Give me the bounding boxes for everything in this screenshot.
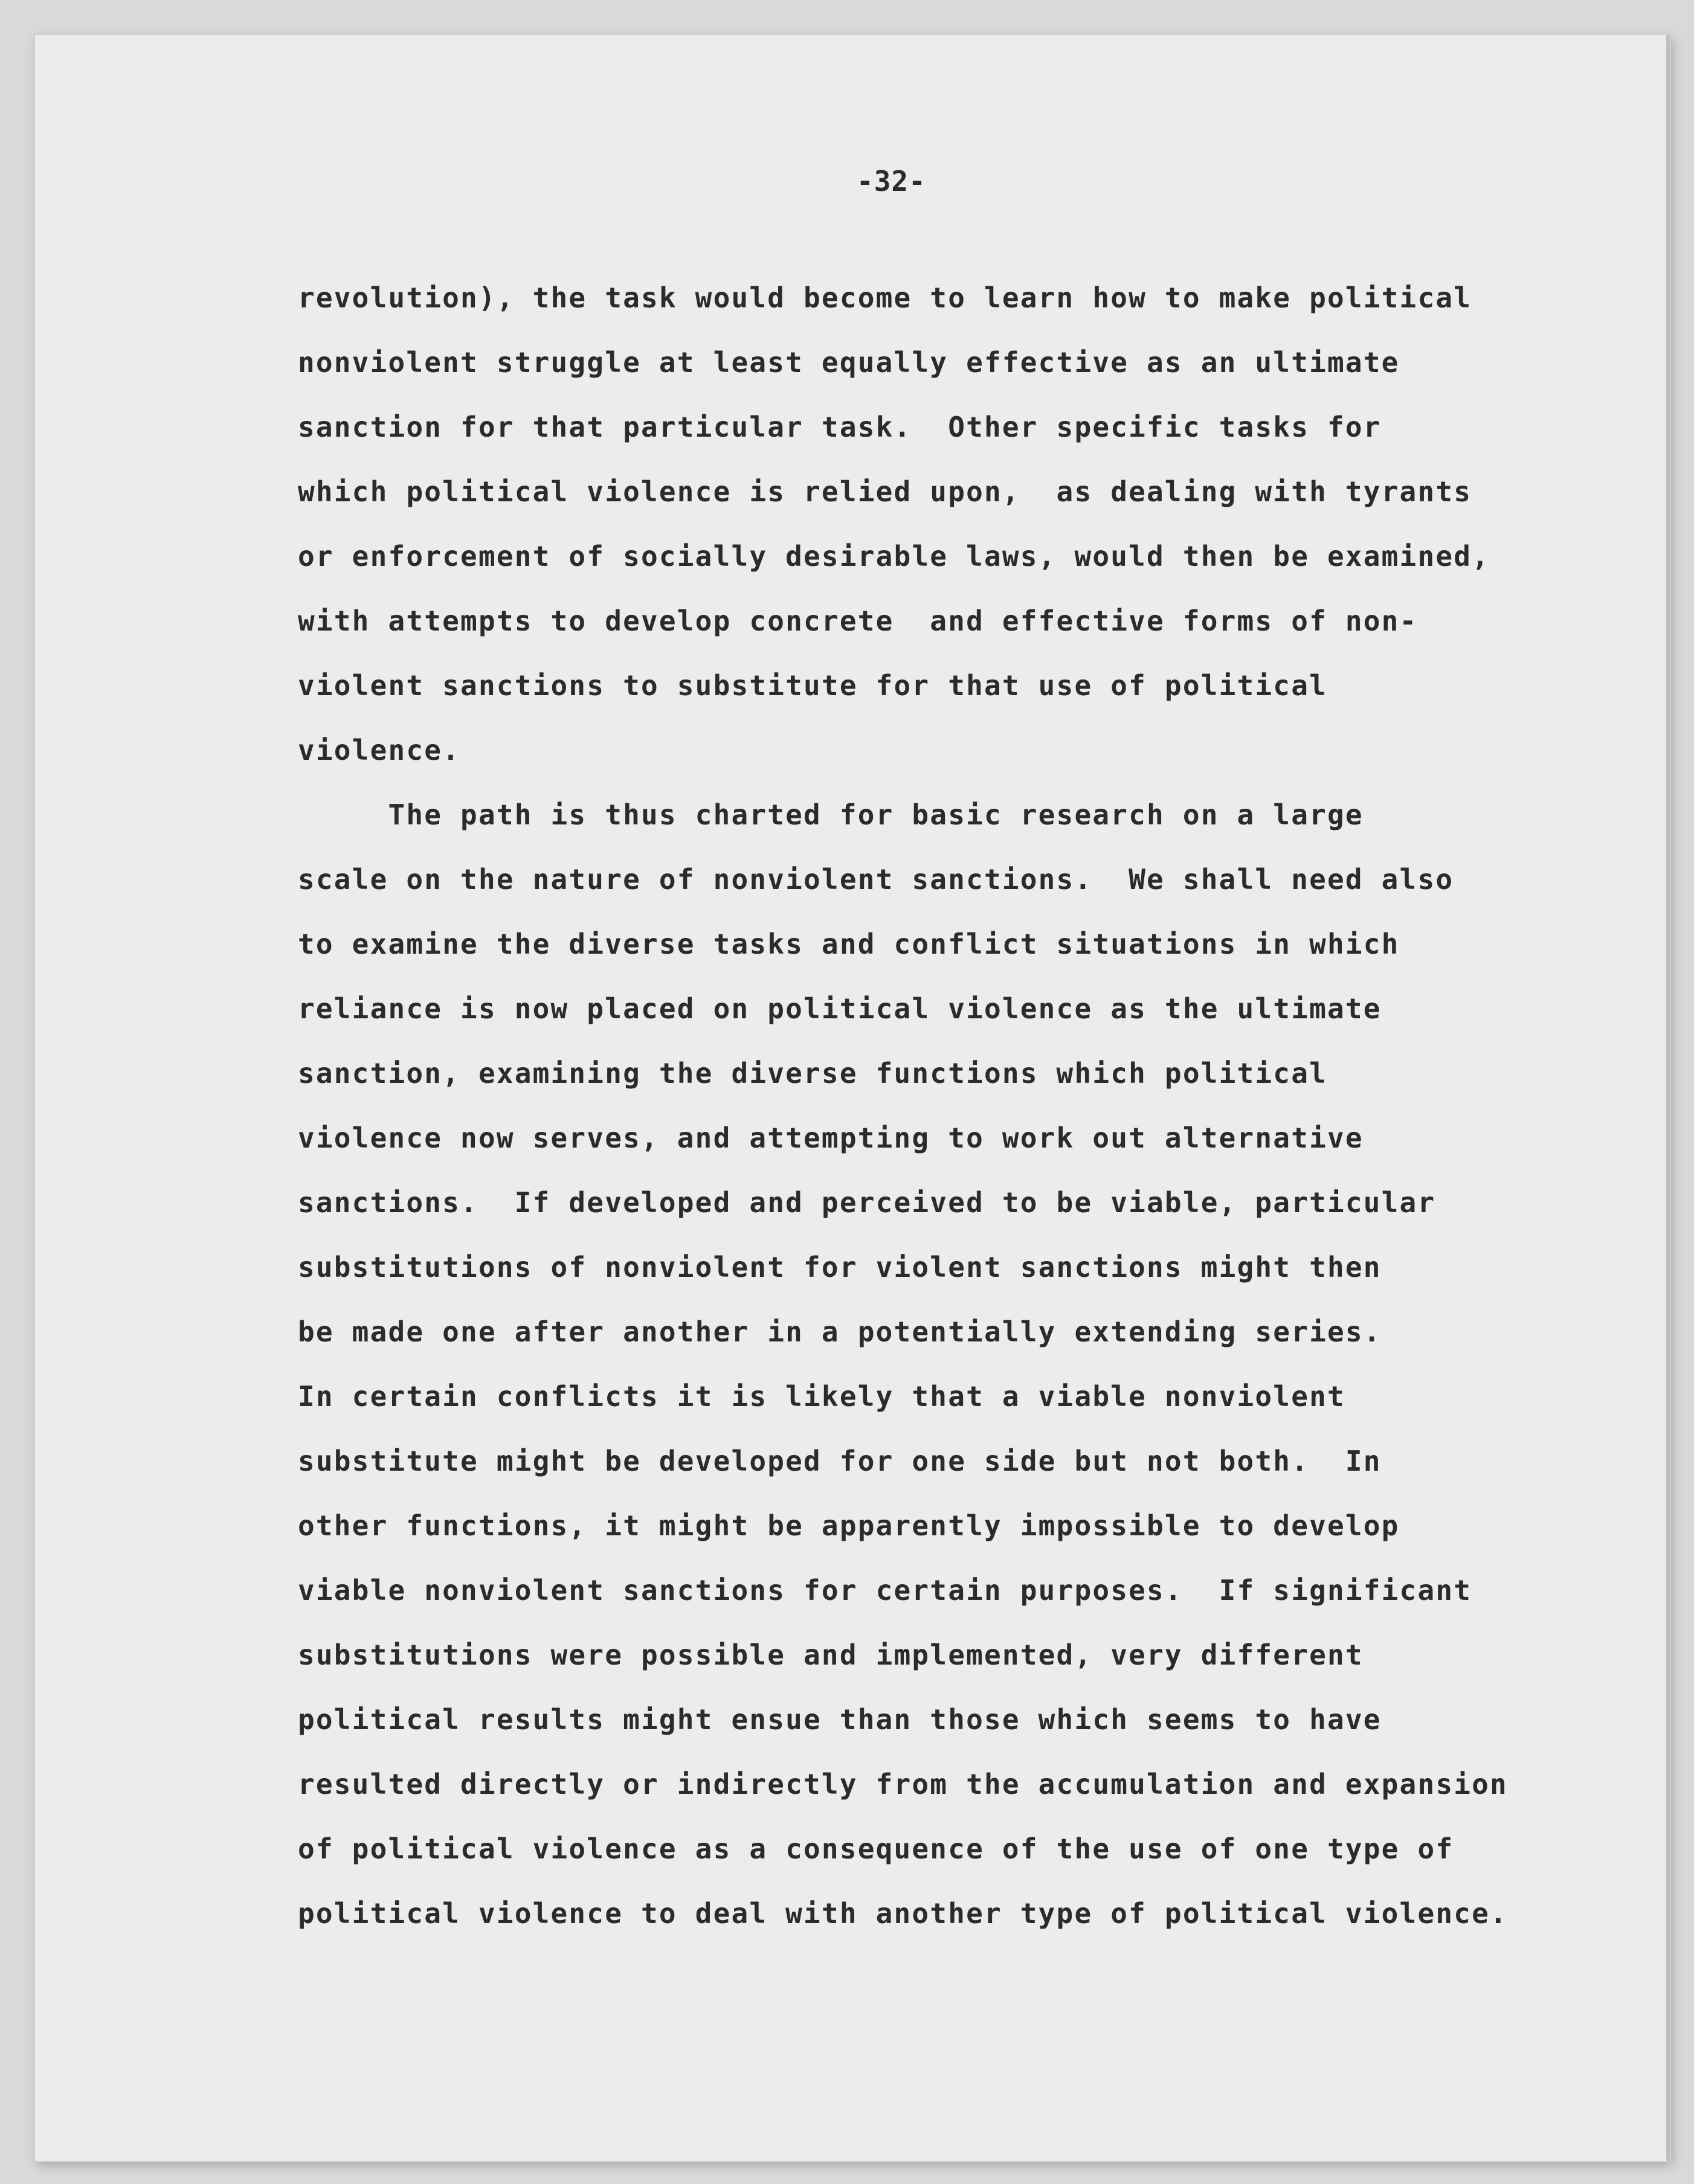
text-line: The path is thus charted for basic research on a large <box>298 798 1364 831</box>
text-line: substitute might be developed for one side but not both. In <box>298 1445 1382 1477</box>
text-line: political violence to deal with another type of political violence. <box>298 1897 1508 1930</box>
text-line: of political violence as a consequence of the use of one type of <box>298 1832 1454 1865</box>
text-line: be made one after another in a potentially extending series. <box>298 1315 1382 1348</box>
text-line: reliance is now placed on political violence as the ultimate <box>298 992 1382 1025</box>
text-line: violence. <box>298 734 461 766</box>
text-line: violent sanctions to substitute for that use of political <box>298 669 1327 702</box>
text-line: which political violence is relied upon, as dealing with tyrants <box>298 475 1472 508</box>
text-line: sanction, examining the diverse functions which political <box>298 1057 1327 1090</box>
text-line: nonviolent struggle at least equally effective as an ultimate <box>298 346 1400 379</box>
text-line: resulted directly or indirectly from the accumulation and expansion <box>298 1768 1508 1800</box>
typed-page <box>35 35 1670 2161</box>
text-line: political results might ensue than those which seems to have <box>298 1703 1382 1736</box>
text-line: violence now serves, and attempting to work out alternative <box>298 1122 1364 1154</box>
text-line: to examine the diverse tasks and conflict situations in which <box>298 928 1400 960</box>
text-line: substitutions were possible and implemented, very different <box>298 1639 1364 1671</box>
text-line: substitutions of nonviolent for violent sanctions might then <box>298 1251 1382 1283</box>
text-line: viable nonviolent sanctions for certain purposes. If significant <box>298 1574 1472 1607</box>
text-line: sanction for that particular task. Other specific tasks for <box>298 411 1382 443</box>
text-line: other functions, it might be apparently impossible to develop <box>298 1509 1400 1542</box>
page-number: -32- <box>857 165 926 198</box>
text-line: or enforcement of socially desirable laws, would then be examined, <box>298 540 1490 573</box>
text-line: with attempts to develop concrete and effective forms of non- <box>298 605 1418 637</box>
text-line: sanctions. If developed and perceived to be viable, particular <box>298 1186 1436 1219</box>
text-line: In certain conflicts it is likely that a viable nonviolent <box>298 1380 1345 1413</box>
text-line: scale on the nature of nonviolent sanctions. We shall need also <box>298 863 1454 896</box>
text-line: revolution), the task would become to learn how to make political <box>298 281 1472 314</box>
